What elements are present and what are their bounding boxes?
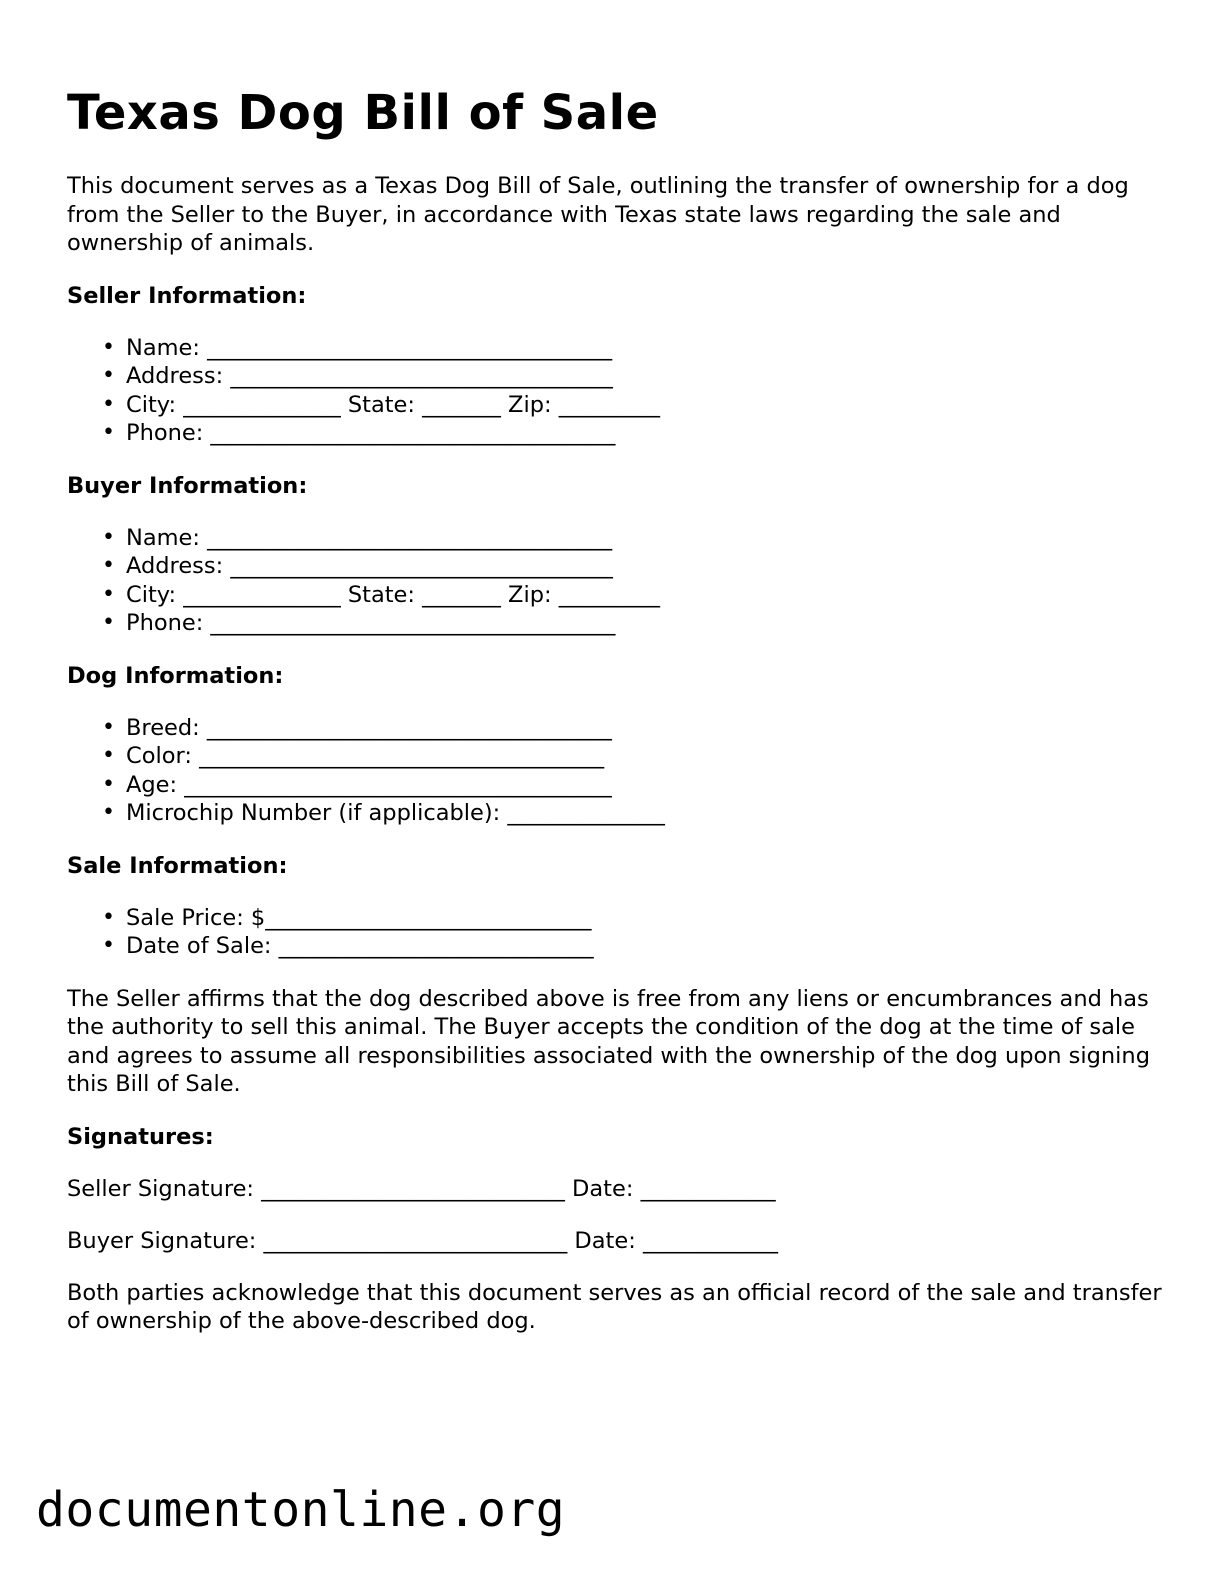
seller-signature-line[interactable]: Seller Signature: ___________________________ Date: ____________ [67,1175,776,1202]
buyer-phone-field[interactable] [102,609,1167,638]
dog-microchip-field[interactable] [102,799,1167,828]
bullet-icon: • [102,363,115,388]
sale-heading: Sale Information: [67,852,288,879]
dog-heading: Dog Information: [67,662,284,689]
seller-address-label: Address: __________________________________ [126,363,613,389]
buyer-name-field[interactable] [102,524,1167,553]
sale-price-label: Sale Price: $_____________________________ [126,904,592,931]
dog-breed-label: Breed: ____________________________________ [126,714,612,741]
seller-city-state-zip-field[interactable] [102,391,1167,420]
affirmation-paragraph: The Seller affirms that the dog described above is free from any liens or encumbrances and has the authority to sell this animal. The Buyer accepts the condition of the dog at the time of sale and agrees to assume all responsibilities associated with the ownership of the dog upon signing this Bill of Sale. [67,985,1150,1097]
buyer-city-state-zip-label: City: ______________ State: _______ Zip: _________ [126,581,660,608]
bullet-icon: • [102,391,115,417]
bullet-icon: • [102,581,115,607]
bullet-icon: • [102,743,115,768]
signatures-heading: Signatures: [67,1123,214,1150]
buyer-name-label: Name: ____________________________________ [126,524,613,551]
buyer-city-state-zip-field[interactable] [102,581,1167,610]
bullet-icon: • [102,420,115,445]
buyer-address-label: Address: __________________________________ [126,553,613,579]
sale-date-label: Date of Sale: ____________________________ [126,933,594,959]
dog-fields-list [67,714,1167,828]
dog-age-label: Age: ______________________________________ [126,771,612,798]
dog-color-label: Color: ____________________________________ [126,743,605,769]
seller-name-label: Name: ____________________________________ [126,334,613,361]
seller-address-field[interactable] [102,362,1167,391]
seller-name-field[interactable] [102,334,1167,363]
document-title: Texas Dog Bill of Sale [67,85,659,141]
seller-heading: Seller Information: [67,282,307,309]
sale-date-field[interactable] [102,932,1167,961]
sale-fields-list [67,904,1167,961]
buyer-fields-list [67,524,1167,638]
intro-paragraph: This document serves as a Texas Dog Bill of Sale, outlining the transfer of ownership for a dog from the Seller to the Buyer, in accordance with Texas state laws regarding the sale and ownership of animals. [67,173,1129,256]
buyer-address-field[interactable] [102,552,1167,581]
seller-fields-list [67,334,1167,448]
bullet-icon: • [102,524,115,550]
dog-microchip-label: Microchip Number (if applicable): ______________ [126,800,665,826]
bullet-icon: • [102,771,115,797]
document-page [67,82,1167,1360]
dog-breed-field[interactable] [102,714,1167,743]
bullet-icon: • [102,714,115,740]
bullet-icon: • [102,610,115,635]
dog-age-field[interactable] [102,771,1167,800]
bullet-icon: • [102,553,115,578]
bullet-icon: • [102,933,115,958]
seller-phone-label: Phone: ____________________________________ [126,420,616,446]
seller-city-state-zip-label: City: ______________ State: _______ Zip: _________ [126,391,660,418]
buyer-heading: Buyer Information: [67,472,308,499]
buyer-signature-line[interactable]: Buyer Signature: ___________________________ Date: ____________ [67,1227,778,1254]
dog-color-field[interactable] [102,742,1167,771]
bullet-icon: • [102,334,115,360]
bullet-icon: • [102,904,115,930]
seller-phone-field[interactable] [102,419,1167,448]
bullet-icon: • [102,800,115,825]
acknowledgement-paragraph: Both parties acknowledge that this document serves as an official record of the sale and transfer of ownership of the above-described dog. [67,1279,1162,1334]
buyer-phone-label: Phone: ____________________________________ [126,610,616,636]
watermark-text: documentonline.org [36,1482,566,1538]
sale-price-field[interactable] [102,904,1167,933]
